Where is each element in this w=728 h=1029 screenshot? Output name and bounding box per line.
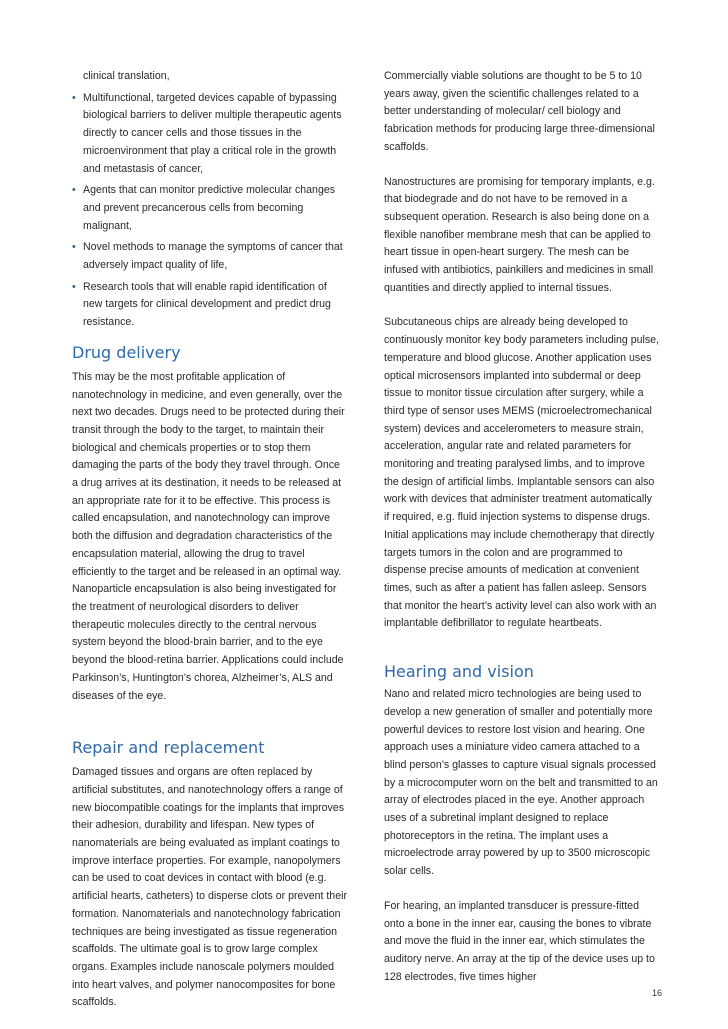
section-heading-hearing-vision: Hearing and vision bbox=[384, 662, 534, 682]
bullet-item bbox=[72, 279, 348, 332]
repair-body: Damaged tissues and organs are often replaced by artificial substitutes, and nanotechnology offers a range of new biocompatible coatings for the implants that improves their adhesion, durability and lifespan. New types of nanomaterials are being evaluated as implant coatings to improve interface properties. For example, nanopolymers can be used to coat devices in contact with blood (e.g. artificial hearts, catheters) to disperse clots or prevent their formation. Nanomaterials and nanotechnology fabrication techniques are being investigated as tissue regeneration scaffolds. The ultimate goal is to grow large complex organs. Examples include nanoscale polymers moulded into heart valves, and polymer nanocomposites for bone scaffolds. bbox=[72, 766, 347, 1009]
section-heading-drug-delivery: Drug delivery bbox=[72, 342, 181, 362]
nanostructures-paragraph: Nanostructures are promising for temporary implants, e.g. that biodegrade and do not have to be removed in a subsequent operation. Research is also being done on a flexible nanofiber membrane mesh that can be applied to heart tissue in open-heart surgery. The mesh can be infused with antibiotics, painkillers and medicines in small quantities and directly applied to internal tissues. bbox=[384, 175, 655, 294]
bullet-text: Novel methods to manage the symptoms of cancer that adversely impact quality of life, bbox=[83, 241, 343, 272]
bullet-item bbox=[72, 90, 348, 179]
section-heading-repair-replacement: Repair and replacement bbox=[72, 738, 265, 758]
bullet-item bbox=[72, 239, 348, 274]
hearing-vision-paragraph: Nano and related micro technologies are being used to develop a new generation of smaller and potentially more powerful devices to restore lost vision and hearing. One approach uses a miniature video camera attached to a blind person’s glasses to capture visual signals processed by a microcomputer worn on the belt and transmitted to an array of electrodes placed in the eye. Another approach uses of a subretinal implant designed to replace photoreceptors in the retina. The implant uses a microelectrode array powered by up to 3500 microscopic solar cells. bbox=[384, 688, 658, 878]
right-column bbox=[384, 68, 660, 986]
bullet-icon: • bbox=[72, 241, 76, 254]
bullet-text: Research tools that will enable rapid identification of new targets for clinical development and predict drug resistance. bbox=[83, 280, 331, 329]
bullet-list bbox=[72, 90, 348, 332]
subcutaneous-chips-paragraph: Subcutaneous chips are already being developed to continuously monitor key body parameters including pulse, temperature and blood glucose. Another application uses optical microsensors implanted into subdermal or deep tissue to monitor tissue circulation after surgery, while a third type of sensor uses MEMS (microelectromechanical system) devices and accelerometers to measure strain, acceleration, angular rate and related parameters for monitoring and treating paralysed limbs, and to improve the design of artificial limbs. Implantable sensors can also work with devices that administer treatment automatically if required, e.g. fluid injection systems to dispense drugs. Initial applications may include chemotherapy that directly targets tumors in the colon and are programmed to dispense precise amounts of medication at convenient times, such as after a patient has fallen asleep. Sensors that monitor the heart’s activity level can also work with an implantable defibrillator to regulate heartbeats. bbox=[384, 316, 659, 630]
bullet-item bbox=[72, 182, 348, 235]
bullet-text: Multifunctional, targeted devices capable of bypassing biological barriers to deliver multiple therapeutic agents directly to cancer cells and those tissues in the microenvironment that play a critical role in the growth and metastasis of cancer, bbox=[83, 91, 342, 175]
bullet-icon: • bbox=[72, 280, 76, 293]
bullet-text: Agents that can monitor predictive molecular changes and prevent precancerous cells from becoming malignant, bbox=[83, 184, 336, 232]
drug-delivery-body: This may be the most profitable application of nanotechnology in medicine, and even generally, over the next two decades. Drugs need to be protected during their transit through the body to the target, to maintain their biological and chemicals properties or to stop them damaging the parts of the body they travel through. Once a drug arrives at its destination, it needs to be released at an appropriate rate for it to be effective. This process is called encapsulation, and nanotechnology can improve both the diffusion and degradation characteristics of the encapsulation material, allowing the drug to travel efficiently to the target and be released in an optimal way. Nanoparticle encapsulation is also being investigated for the treatment of neurological disorders to deliver therapeutic molecules directly to the central nervous system beyond the blood-brain barrier, and to the eye beyond the blood-retina barrier. Applications could include Parkinson’s, Huntington’s chorea, Alzheimer’s, ALS and diseases of the eye. bbox=[72, 370, 345, 702]
left-column bbox=[72, 68, 348, 1012]
hearing-paragraph: For hearing, an implanted transducer is pressure-fitted onto a bone in the inner ear, causing the bones to vibrate and move the fluid in the inner ear, which stimulates the auditory nerve. An array at the tip of the device uses up to 128 electrodes, five times higher bbox=[384, 899, 655, 983]
page-number: 16 bbox=[651, 988, 662, 998]
bullet-icon: • bbox=[72, 184, 76, 197]
scaffold-paragraph: Commercially viable solutions are thought to be 5 to 10 years away, given the scientific challenges related to a better understanding of molecular/ cell biology and fabrication methods for producing large three-dimensional scaffolds. bbox=[384, 70, 655, 153]
bullet-icon: • bbox=[72, 91, 76, 104]
bullet-continuation: clinical translation, bbox=[83, 70, 170, 82]
